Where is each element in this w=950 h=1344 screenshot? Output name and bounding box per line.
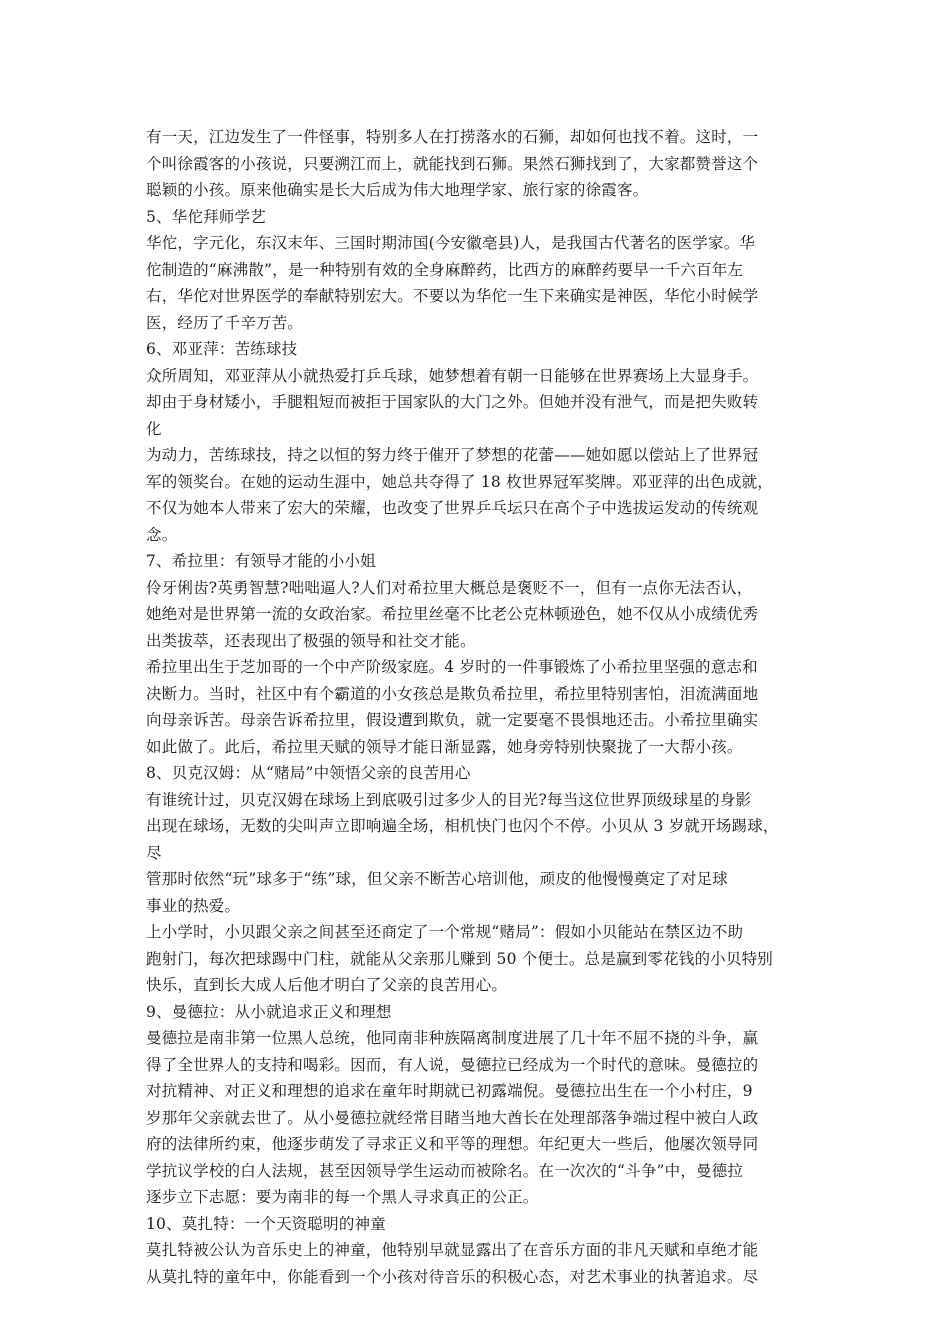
text-line: 有一天，江边发生了一件怪事，特别多人在打捞落水的石狮，却如何也找不着。这时，一 <box>146 128 759 146</box>
text-line: 为动力，苦练球技，持之以恒的努力终于催开了梦想的花蕾——她如愿以偿站上了世界冠 <box>146 446 759 464</box>
text-line: 事业的热爱。 <box>146 896 241 915</box>
text-line: 从莫扎特的童年中，你能看到一个小孩对待音乐的积极心态，对艺术事业的执著追求。尽 <box>146 1267 759 1286</box>
text-line: 岁那年父亲就去世了。从小曼德拉就经常目睹当地大酋长在处理部落争端过程中被白人政 <box>146 1108 759 1127</box>
text-line: 快乐，直到长大成人后他才明白了父亲的良苦用心。 <box>146 976 508 994</box>
text-line: 不仅为她本人带来了宏大的荣耀，也改变了世界乒乓坛只在高个子中选拔运发动的传统观 <box>146 499 759 517</box>
section-heading: 9、曼德拉：从小就追求正义和理想 <box>146 1002 392 1021</box>
text-line: 向母亲诉苦。母亲告诉希拉里，假设遭到欺负，就一定要毫不畏惧地还击。小希拉里确实 <box>146 711 759 729</box>
text-line: 决断力。当时，社区中有个霸道的小女孩总是欺负希拉里，希拉里特别害怕，泪流满面地 <box>146 684 759 703</box>
text-line: 府的法律所约束，他逐步萌发了寻求正义和平等的理想。年纪更大一些后，他屡次领导同 <box>146 1135 759 1153</box>
text-line: 华佗，字元化，东汉末年、三国时期沛国(今安徽亳县)人，是我国古代著名的医学家。华 <box>146 234 756 252</box>
text-line: 右，华佗对世界医学的奉献特别宏大。不要以为华佗一生下来确实是神医，华佗小时候学 <box>146 287 759 305</box>
text-line: 尽 <box>146 843 162 862</box>
text-line: 医，经历了千辛万苦。 <box>146 313 304 332</box>
text-line: 莫扎特被公认为音乐史上的神童，他特别早就显露出了在音乐方面的非凡天赋和卓绝才能 <box>146 1241 759 1259</box>
section-heading: 8、贝克汉姆：从“赌局”中领悟父亲的良苦用心 <box>146 764 471 782</box>
text-line: 希拉里出生于芝加哥的一个中产阶级家庭。4 岁时的一件事锻炼了小希拉里坚强的意志和 <box>146 658 758 676</box>
document-body <box>146 124 818 1290</box>
text-line: 却由于身材矮小，手腿粗短而被拒于国家队的大门之外。但她并没有泄气，而是把失败转 <box>146 393 759 411</box>
text-line: 众所周知，邓亚萍从小就热爱打乒乓球，她梦想着有朝一日能够在世界赛场上大显身手。 <box>146 366 759 385</box>
text-line: 有谁统计过，贝克汉姆在球场上到底吸引过多少人的目光?每当这位世界顶级球星的身影 <box>146 790 752 809</box>
text-line: 管那时依然“玩”球多于“练”球，但父亲不断苦心培训他，顽皮的他慢慢奠定了对足球 <box>146 870 728 888</box>
text-line: 曼德拉是南非第一位黑人总统，他同南非种族隔离制度进展了几十年不屈不挠的斗争，赢 <box>146 1029 759 1047</box>
text-line: 对抗精神、对正义和理想的追求在童年时期就已初露端倪。曼德拉出生在一个小村庄，9 <box>146 1082 753 1100</box>
text-line: 化 <box>146 419 162 438</box>
text-line: 如此做了。此后，希拉里天赋的领导才能日渐显露，她身旁特别快聚拢了一大帮小孩。 <box>146 737 743 756</box>
text-line: 佗制造的“麻沸散”，是一种特别有效的全身麻醉药，比西方的麻醉药要早一千六百年左 <box>146 260 744 279</box>
text-line: 跑射门，每次把球踢中门柱，就能从父亲那儿赚到 50 个便士。总是赢到零花钱的小贝特别 <box>146 949 773 968</box>
text-line: 她绝对是世界第一流的女政治家。希拉里丝毫不比老公克林顿逊色，她不仅从小成绩优秀 <box>146 605 759 623</box>
section-heading: 10、莫扎特：一个天资聪明的神童 <box>146 1214 386 1233</box>
text-line: 出类拔萃，还表现出了极强的领导和社交才能。 <box>146 631 476 650</box>
text-line: 上小学时，小贝跟父亲之间甚至还商定了一个常规“赌局”：假如小贝能站在禁区边不助 <box>146 923 744 941</box>
text-line: 念。 <box>146 525 178 544</box>
section-heading: 7、希拉里：有领导才能的小小姐 <box>146 552 376 570</box>
section-heading: 5、华佗拜师学艺 <box>146 207 266 226</box>
text-line: 伶牙俐齿?英勇智慧?咄咄逼人?人们对希拉里大概总是褒贬不一，但有一点你无法否认， <box>146 578 753 597</box>
text-line: 得了全世界人的支持和喝彩。因而，有人说，曼德拉已经成为一个时代的意味。曼德拉的 <box>146 1055 759 1074</box>
text-line: 军的领奖台。在她的运动生涯中，她总共夺得了 18 枚世界冠军奖牌。邓亚萍的出色成就， <box>146 472 773 491</box>
section-heading: 6、邓亚萍：苦练球技 <box>146 340 298 358</box>
text-line: 逐步立下志愿：要为南非的每一个黑人寻求真正的公正。 <box>146 1188 539 1206</box>
text-line: 学抗议学校的白人法规，甚至因领导学生运动而被除名。在一次次的“斗争”中，曼德拉 <box>146 1161 744 1180</box>
text-line: 聪颖的小孩。原来他确实是长大后成为伟大地理学家、旅行家的徐霞客。 <box>146 181 649 199</box>
text-line: 出现在球场，无数的尖叫声立即响遍全场，相机快门也闪个不停。小贝从 3 岁就开场踢球， <box>146 817 779 835</box>
text-line: 个叫徐霞客的小孩说，只要溯江而上，就能找到石狮。果然石狮找到了，大家都赞誉这个 <box>146 154 759 173</box>
